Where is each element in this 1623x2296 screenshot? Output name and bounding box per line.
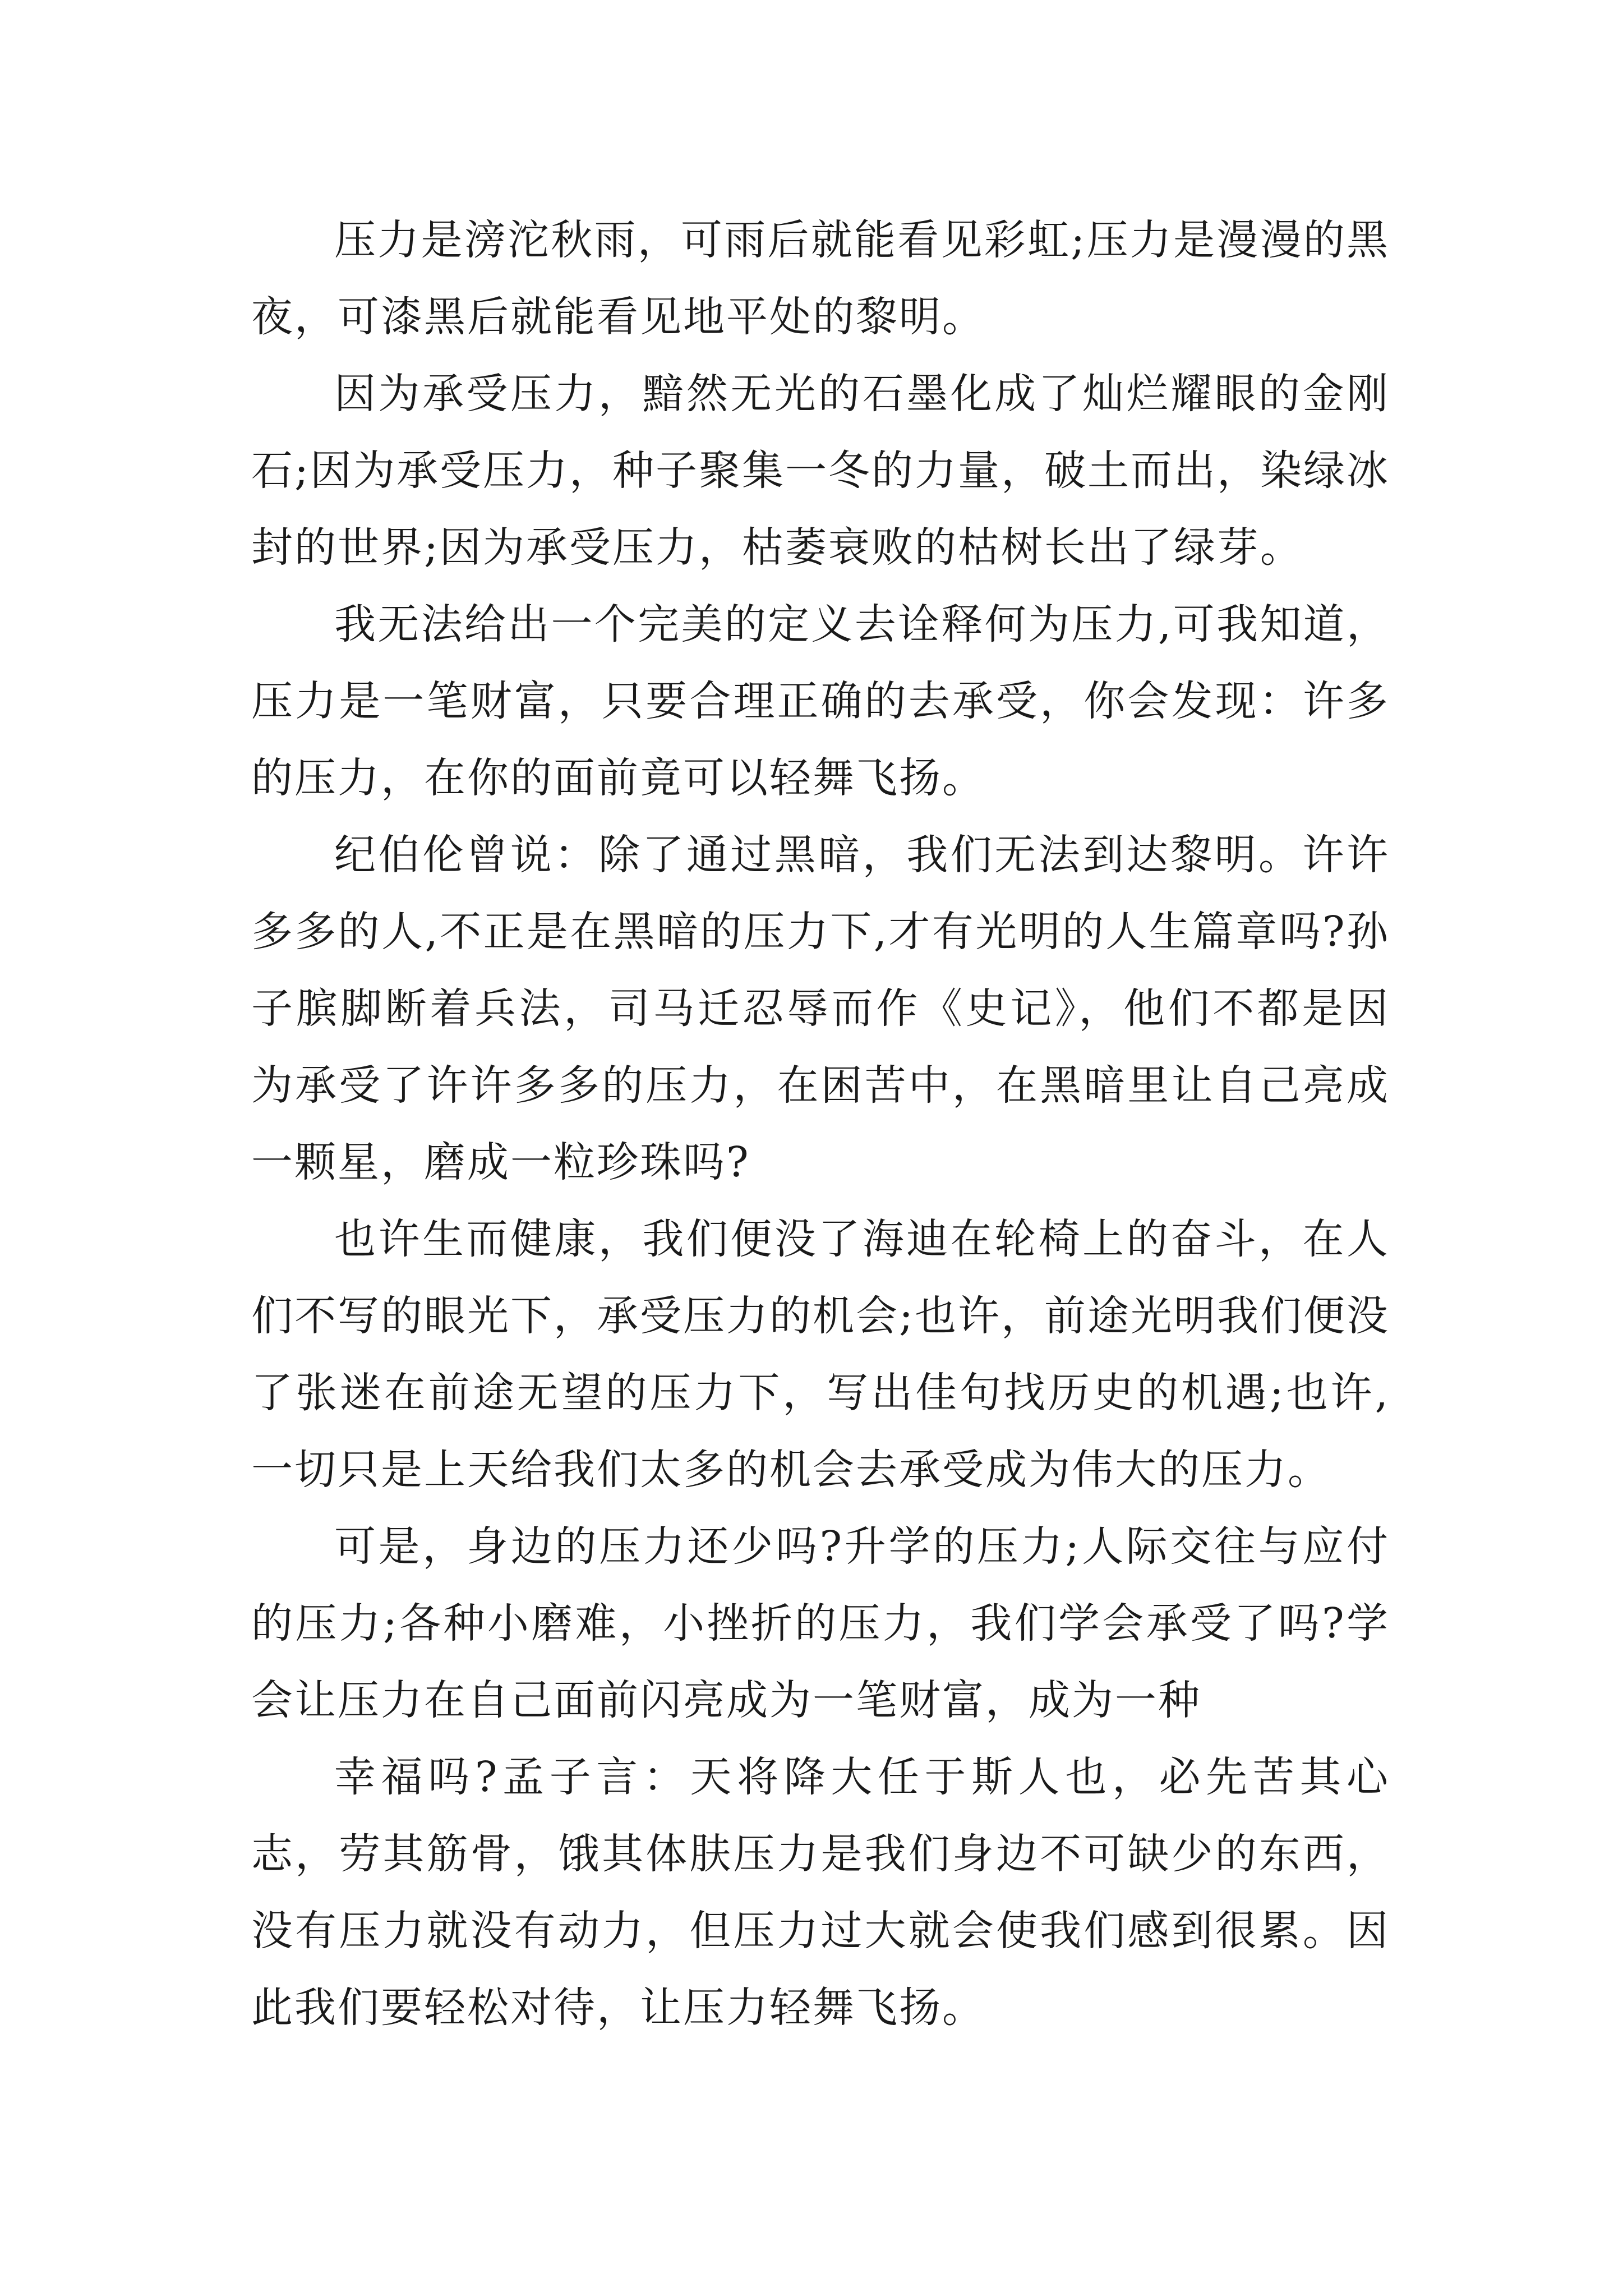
paragraph-4: 纪伯伦曾说：除了通过黑暗，我们无法到达黎明。许许多多的人,不正是在黑暗的压力下,才有光明的人生篇章吗?孙子膑脚断着兵法，司马迁忍辱而作《史记》，他们不都是因为承受了许许多多的压力，在困苦中，在黑暗里让自己亮成一颗星，磨成一粒珍珠吗? <box>251 831 1390 1186</box>
paragraph-2: 因为承受压力，黯然无光的石墨化成了灿烂耀眼的金刚石;因为承受压力，种子聚集一冬的力量，破土而出，染绿冰封的世界;因为承受压力，枯萎衰败的枯树长出了绿芽。 <box>251 370 1390 572</box>
paragraph-6: 可是，身边的压力还少吗?升学的压力;人际交往与应付的压力;各种小磨难，小挫折的压力，我们学会承受了吗?学会让压力在自己面前闪亮成为一笔财富，成为一种 <box>251 1522 1390 1724</box>
paragraph-1: 压力是滂沱秋雨，可雨后就能看见彩虹;压力是漫漫的黑夜，可漆黑后就能看见地平处的黎明。 <box>251 216 1390 341</box>
document-body <box>251 202 1390 2046</box>
paragraph-3: 我无法给出一个完美的定义去诠释何为压力,可我知道，压力是一笔财富，只要合理正确的去承受，你会发现：许多的压力，在你的面前竟可以轻舞飞扬。 <box>251 600 1390 802</box>
paragraph-5: 也许生而健康，我们便没了海迪在轮椅上的奋斗，在人们不写的眼光下，承受压力的机会;也许，前途光明我们便没了张迷在前途无望的压力下，写出佳句找历史的机遇;也许,一切只是上天给我们太多的机会去承受成为伟大的压力。 <box>251 1215 1390 1494</box>
paragraph-7: 幸福吗?孟子言：天将降大任于斯人也，必先苦其心志，劳其筋骨，饿其体肤压力是我们身边不可缺少的东西，没有压力就没有动力，但压力过大就会使我们感到很累。因此我们要轻松对待，让压力轻舞飞扬。 <box>251 1753 1390 2032</box>
